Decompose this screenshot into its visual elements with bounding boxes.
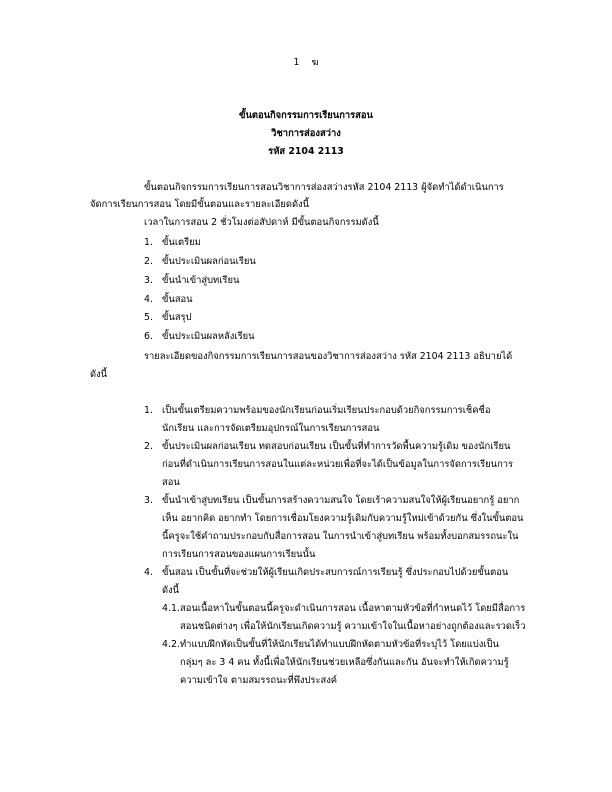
step-label: ขั้นประเมินผลหลังเรียน [162,331,255,342]
detail-line: นี้ครูจะใช้คำถามประกอบกับสื่อการสอน ในการนำเข้าสู่บทเรียน พร้อมทั้งบอกสมรรถนะใน [162,531,519,542]
intro-paragraph-line-2: จัดการเรียนการสอน โดยมีขั้นตอนและรายละเอียดดังนี้ [90,199,310,210]
course-name: วิชาการส่องสว่าง [271,128,341,139]
detail-number: 3. [144,495,153,506]
step-label: ขั้นสรุป [162,312,192,323]
detail-line: ขั้นประเมินผลก่อนเรียน ทดสอบก่อนเรียน เป็นขั้นที่ทำการวัดพื้นความรู้เดิม ของนักเรียน [162,441,511,452]
document-title: ขั้นตอนกิจกรรมการเรียนการสอน [239,110,373,121]
detail-number: 1. [144,405,153,416]
step-number: 1. [144,237,153,248]
substep-line: ทำแบบฝึกหัดเป็นขั้นที่ให้นักเรียนได้ทำแบบฝึกหัดตามหัวข้อที่ระบุไว้ โดยแบ่งเป็น [180,639,499,650]
detail-intro-line-2: ดังนี้ [90,369,108,380]
substep-number: 4.2. [162,639,180,650]
step-label: ขั้นเตรียม [162,237,201,248]
substep-line: สอนเนื้อหาในขั้นตอนนี้ครูจะดำเนินการสอน เนื้อหาตามหัวข้อที่กำหนดไว้ โดยมีสื่อการ [180,603,526,614]
detail-line: นักเรียน และการจัดเตรียมอุปกรณ์ในการเรียนการสอน [162,423,380,434]
detail-number: 4. [144,567,153,578]
intro-paragraph-line-1: ขั้นตอนกิจกรรมการเรียนการสอนวิชาการส่องสว่างรหัส 2104 2113 ผู้จัดทำได้ดำเนินการ [144,182,504,193]
page-number-suffix: ฆ [311,57,319,68]
detail-line: สอน [162,477,180,488]
step-number: 4. [144,294,153,305]
substep-line: ความเข้าใจ ตามสมรรถนะที่พึงประสงค์ [180,675,338,686]
step-label: ขั้นนำเข้าสู่บทเรียน [162,275,240,286]
step-number: 5. [144,312,153,323]
step-label: ขั้นประเมินผลก่อนเรียน [162,256,256,267]
detail-line: ขั้นสอน เป็นขั้นที่จะช่วยให้ผู้เรียนเกิดประสบการณ์การเรียนรู้ ซึ่งประกอบไปด้วยขั้นตอน [162,567,509,578]
detail-line: เป็นขั้นเตรียมความพร้อมของนักเรียนก่อนเริ่มเรียนประกอบด้วยกิจกรรมการเช็คชื่อ [162,405,491,416]
step-label: ขั้นสอน [162,294,193,305]
detail-line: ก่อนที่ดำเนินการเรียนการสอนในแต่ละหน่วยเพื่อที่จะได้เป็นข้อมูลในการจัดการเรียนการ [162,459,514,470]
detail-line: ดังนี้ [162,585,180,596]
detail-line: เห็น อยากคิด อยากทำ โดยการเชื่อมโยงความรู้เดิมกับความรู้ใหม่เข้าด้วยกัน ซึ่งในขั้นตอน [162,513,524,524]
detail-line: ขั้นนำเข้าสู่บทเรียน เป็นขั้นการสร้างความสนใจ โดยเร้าความสนใจให้ผู้เรียนอยากรู้ อยาก [162,495,520,506]
page-number-value: 1 [293,57,300,68]
substep-number: 4.1. [162,603,180,614]
step-number: 6. [144,331,153,342]
step-number: 3. [144,275,153,286]
course-code: รหัส 2104 2113 [268,146,344,157]
detail-number: 2. [144,441,153,452]
intro-teaching-time: เวลาในการสอน 2 ชั่วโมงต่อสัปดาห์ มีขั้นตอนกิจกรรมดังนี้ [144,217,379,228]
page-number [0,56,612,69]
detail-line: การเรียนการสอนของแผนการเรียนนั้น [162,549,316,560]
step-number: 2. [144,256,153,267]
substep-line: กลุ่มๆ ละ 3 4 คน ทั้งนี้เพื่อให้นักเรียนช่วยเหลือซึ่งกันและกัน อันจะทำให้เกิดความรู้ [180,657,509,668]
detail-intro-line-1: รายละเอียดของกิจกรรมการเรียนการสอนของวิชาการส่องสว่าง รหัส 2104 2113 อธิบายได้ [144,351,513,362]
substep-line: สอนชนิดต่างๆ เพื่อให้นักเรียนเกิดความรู้ ความเข้าใจในเนื้อหาอย่างถูกต้องและรวดเร็ว [180,621,526,632]
